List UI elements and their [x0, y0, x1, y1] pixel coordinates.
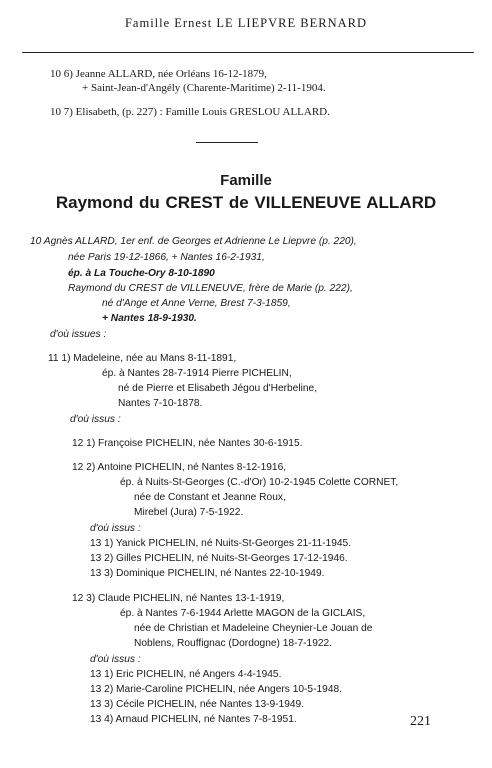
claude-child-2: 13 2) Marie-Caroline PICHELIN, née Angers 10-5-1948.	[90, 684, 342, 695]
agnes-line3: ép. à La Touche-Ory 8-10-1890	[68, 268, 215, 279]
agnes-line2: née Paris 19-12-1866, + Nantes 16-2-1931,	[68, 252, 265, 263]
page-number: 221	[410, 714, 431, 729]
section-divider	[196, 142, 258, 143]
agnes-line6: + Nantes 18-9-1930.	[102, 313, 197, 324]
francoise-line: 12 1) Françoise PICHELIN, née Nantes 30-6-1915.	[72, 438, 303, 449]
antoine-child-3: 13 3) Dominique PICHELIN, né Nantes 22-10-1949.	[90, 568, 325, 579]
madeleine-line2: ép. à Nantes 28-7-1914 Pierre PICHELIN,	[102, 368, 292, 379]
antoine-child-2: 13 2) Gilles PICHELIN, né Nuits-St-Georges 17-12-1946.	[90, 553, 348, 564]
antoine-line3: née de Constant et Jeanne Roux,	[134, 492, 286, 503]
madeleine-issue-label: d'où issus :	[70, 414, 121, 425]
antoine-line2: ép. à Nuits-St-Georges (C.-d'Or) 10-2-1945 Colette CORNET,	[120, 477, 399, 488]
running-header: Famille Ernest LE LIEPVRE BERNARD	[124, 16, 367, 30]
entry-jeanne-line2: + Saint-Jean-d'Angély (Charente-Maritime) 2-11-1904.	[82, 82, 326, 94]
agnes-line4: Raymond du CREST de VILLENEUVE, frère de Marie (p. 222),	[68, 283, 353, 294]
madeleine-line4: Nantes 7-10-1878.	[118, 398, 203, 409]
claude-line1: 12 3) Claude PICHELIN, né Nantes 13-1-1919,	[72, 593, 285, 604]
madeleine-line3: né de Pierre et Elisabeth Jégou d'Herbeline,	[118, 383, 318, 394]
claude-child-4: 13 4) Arnaud PICHELIN, né Nantes 7-8-1951.	[90, 714, 297, 725]
claude-line2: ép. à Nantes 7-6-1944 Arlette MAGON de la GICLAIS,	[120, 608, 366, 619]
section-title-famille: Famille	[220, 172, 272, 189]
entry-jeanne-line1: 10 6) Jeanne ALLARD, née Orléans 16-12-1879,	[50, 68, 267, 80]
antoine-issue-label: d'où issus :	[90, 523, 141, 534]
antoine-child-1: 13 1) Yanick PICHELIN, né Nuits-St-Georges 21-11-1945.	[90, 538, 352, 549]
agnes-issue-label: d'où issues :	[50, 329, 107, 340]
agnes-line5: né d'Ange et Anne Verne, Brest 7-3-1859,	[102, 298, 291, 309]
entry-elisabeth: 10 7) Elisabeth, (p. 227) : Famille Louis GRESLOU ALLARD.	[50, 106, 330, 118]
section-title-names: Raymond du CREST de VILLENEUVE ALLARD	[55, 193, 437, 212]
antoine-line1: 12 2) Antoine PICHELIN, né Nantes 8-12-1916,	[72, 462, 287, 473]
agnes-line1: 10 Agnès ALLARD, 1er enf. de Georges et Adrienne Le Liepvre (p. 220),	[30, 236, 357, 247]
claude-line3: née de Christian et Madeleine Cheynier-Le Jouan de	[134, 623, 373, 634]
antoine-line4: Mirebel (Jura) 7-5-1922.	[134, 507, 244, 518]
madeleine-line1: 11 1) Madeleine, née au Mans 8-11-1891,	[48, 353, 237, 364]
claude-issue-label: d'où issus :	[90, 654, 141, 665]
claude-child-3: 13 3) Cécile PICHELIN, née Nantes 13-9-1949.	[90, 699, 305, 710]
claude-line4: Noblens, Rouffignac (Dordogne) 18-7-1922.	[134, 638, 333, 649]
claude-child-1: 13 1) Eric PICHELIN, né Angers 4-4-1945.	[90, 669, 282, 680]
header-rule	[22, 52, 474, 53]
